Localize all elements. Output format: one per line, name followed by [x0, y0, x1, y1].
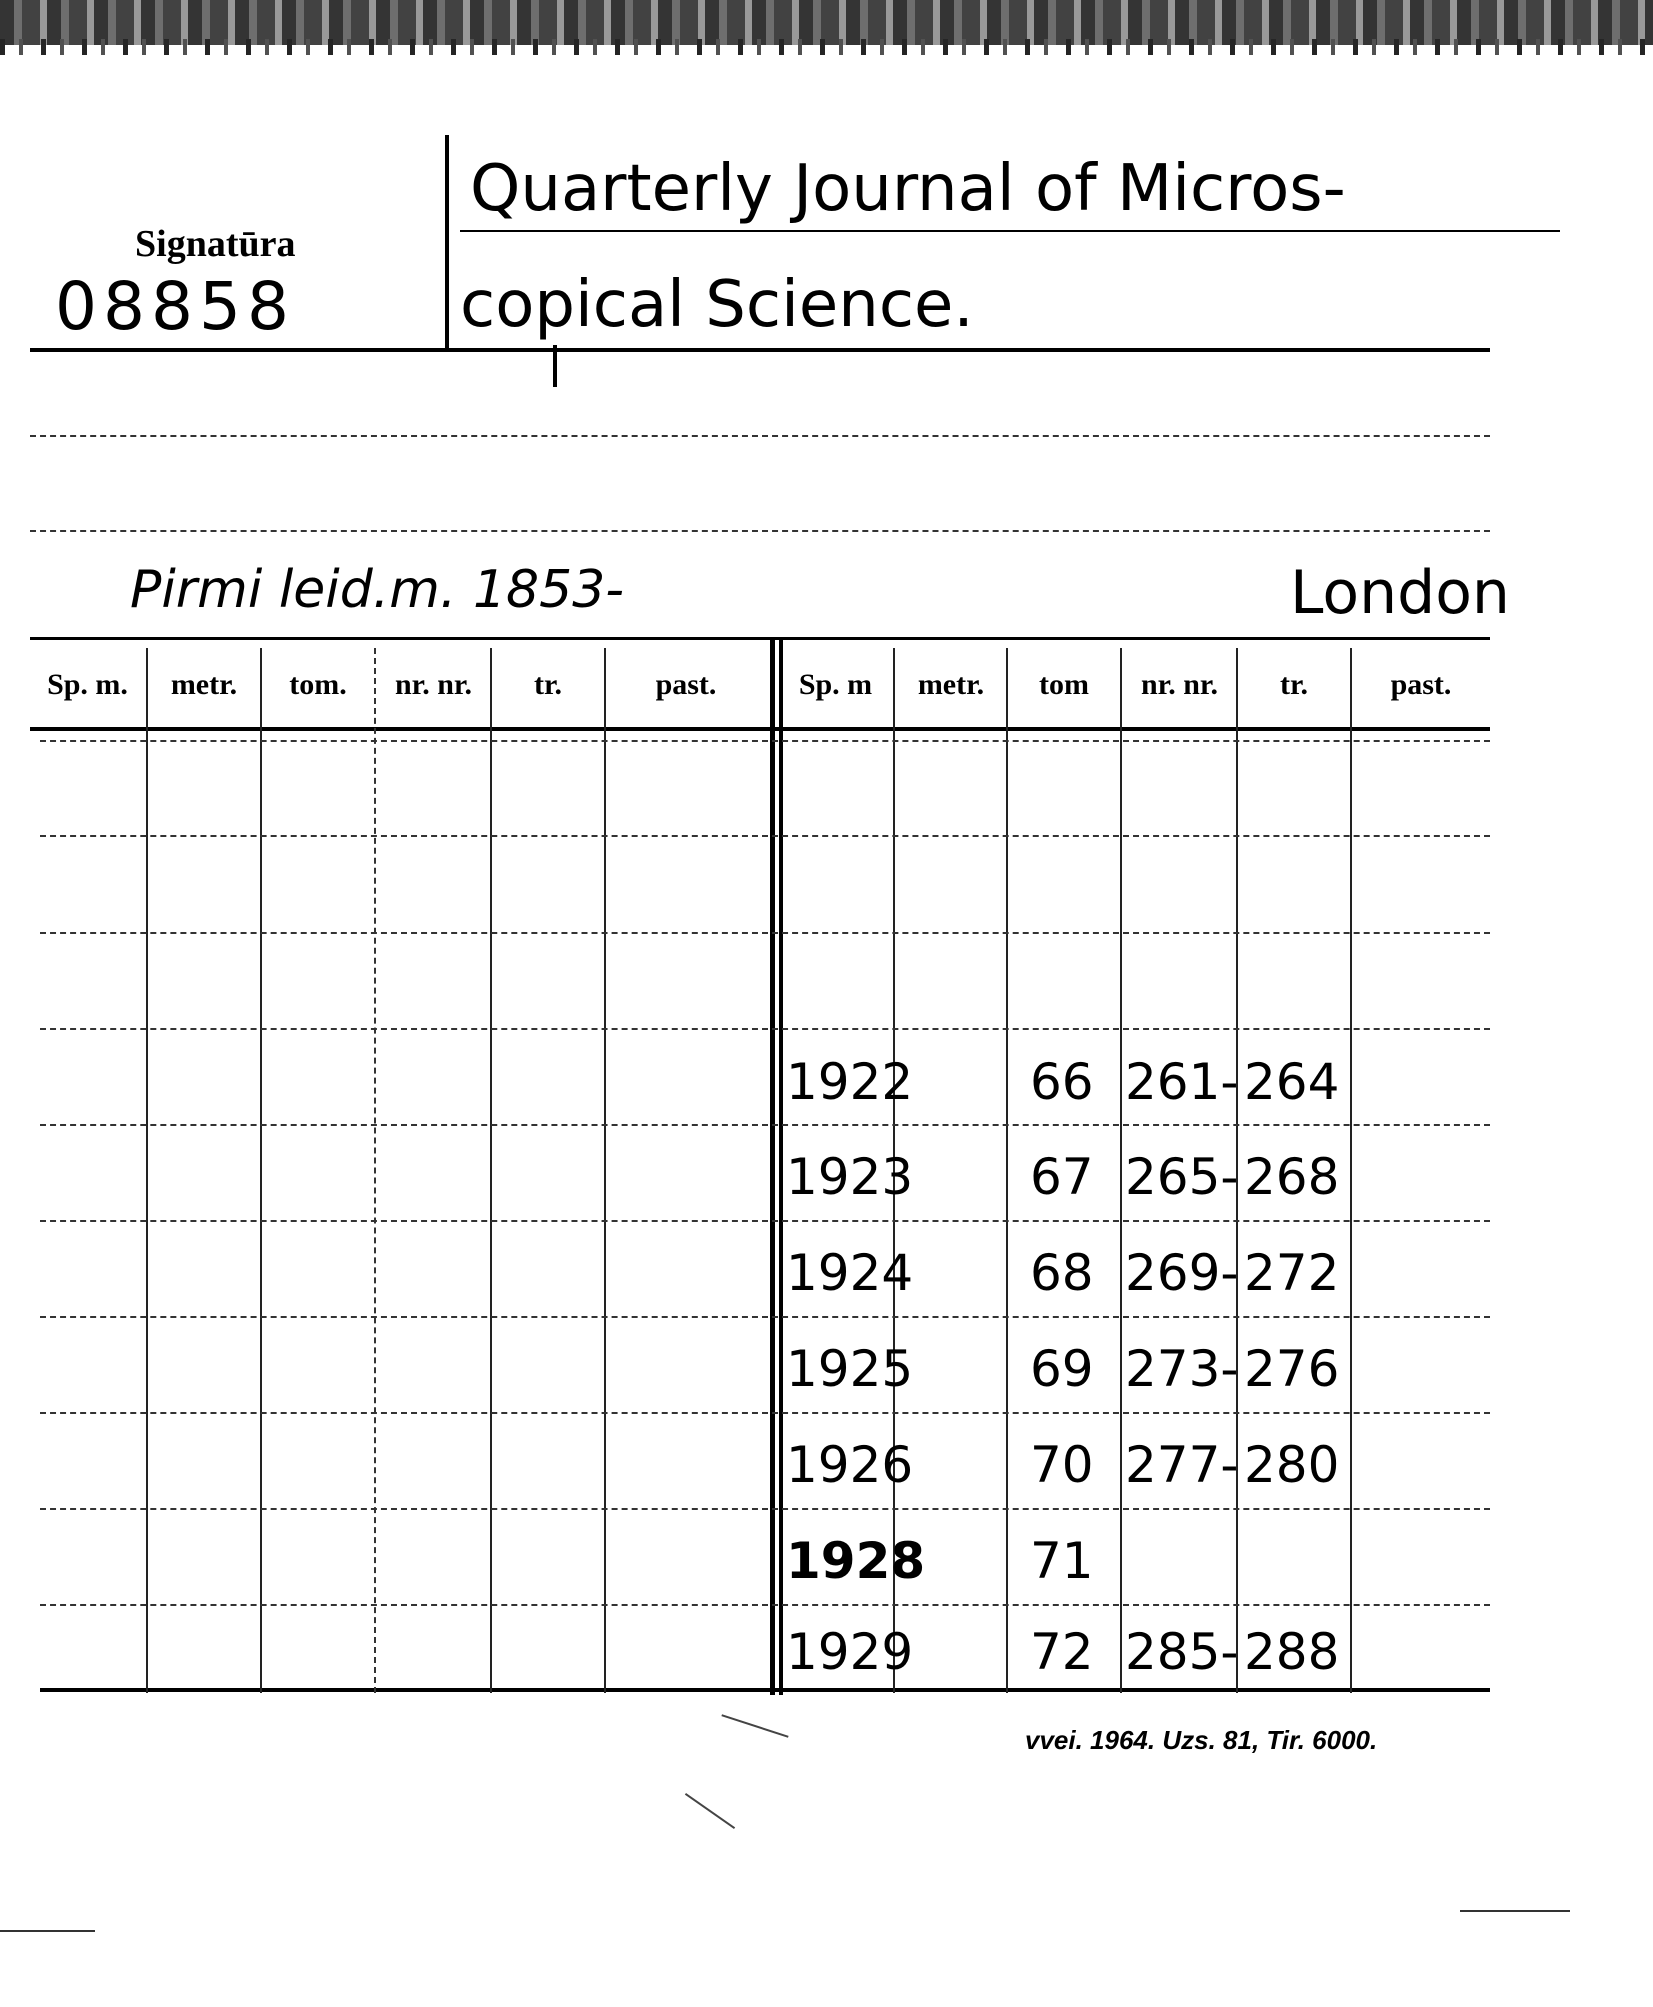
row-line	[40, 932, 1490, 934]
title-line1-rule	[460, 230, 1560, 232]
row-year: 1926	[786, 1436, 914, 1494]
print-info: vvei. 1964. Uzs. 81, Tir. 6000.	[1025, 1725, 1378, 1755]
row-nr-to: 288	[1244, 1623, 1340, 1681]
place-of-publication: London	[1290, 558, 1510, 628]
row-nr-from: 269-	[1125, 1244, 1239, 1302]
row-nr-from: 261-	[1125, 1053, 1239, 1111]
header-right-sp-m: Sp. m	[798, 668, 873, 701]
row-year: 1928	[786, 1532, 926, 1590]
col-line	[374, 648, 376, 1693]
header-right-tr: tr.	[1279, 668, 1309, 701]
col-line	[1006, 648, 1008, 1693]
header-right-tom: tom	[1039, 668, 1089, 701]
header-bottom-rule	[30, 727, 1490, 731]
header-left-sp-m: Sp. m.	[47, 668, 128, 701]
col-line	[490, 648, 492, 1693]
row-line	[40, 1124, 1490, 1126]
header-left-nr-nr: nr. nr.	[395, 668, 472, 701]
row-tom: 70	[1030, 1436, 1094, 1494]
header-left-past: past.	[655, 668, 717, 701]
journal-title-line1: Quarterly Journal of Micros-	[470, 152, 1346, 226]
row-line	[40, 1316, 1490, 1318]
row-tom: 69	[1030, 1340, 1094, 1398]
header-right-nr-nr: nr. nr.	[1141, 668, 1218, 701]
scan-mark	[721, 1714, 788, 1738]
row-year: 1924	[786, 1244, 914, 1302]
row-tom: 68	[1030, 1244, 1094, 1302]
scan-mark	[685, 1793, 735, 1829]
scan-mark	[0, 1930, 95, 1932]
table-bottom-rule	[40, 1688, 1490, 1692]
row-tom: 66	[1030, 1053, 1094, 1111]
header-right-past: past.	[1390, 668, 1452, 701]
scan-mark	[1460, 1910, 1570, 1912]
first-issue-note: Pirmi leid.m. 1853-	[130, 560, 625, 620]
signatura-value: 08858	[55, 268, 295, 345]
title-tick	[553, 345, 557, 387]
row-line	[40, 1508, 1490, 1510]
col-line	[1350, 648, 1352, 1693]
row-nr-from: 285-	[1125, 1623, 1239, 1681]
row-tom: 71	[1030, 1532, 1094, 1590]
header-left-tom: tom.	[289, 668, 347, 701]
row-year: 1922	[786, 1053, 914, 1111]
row-year: 1923	[786, 1148, 914, 1206]
center-double-line	[770, 640, 775, 1695]
row-nr-from: 273-	[1125, 1340, 1239, 1398]
row-nr-to: 268	[1244, 1148, 1340, 1206]
header-right-metr: metr.	[917, 668, 985, 701]
row-year: 1925	[786, 1340, 914, 1398]
col-line	[604, 648, 606, 1693]
row-nr-to: 280	[1244, 1436, 1340, 1494]
row-nr-to: 276	[1244, 1340, 1340, 1398]
row-nr-from: 265-	[1125, 1148, 1239, 1206]
row-line	[40, 1028, 1490, 1030]
row-line	[40, 1604, 1490, 1606]
center-double-line	[779, 640, 783, 1695]
col-line	[1120, 648, 1122, 1693]
row-year: 1929	[786, 1623, 914, 1681]
row-nr-to: 264	[1244, 1053, 1340, 1111]
signatura-underline	[30, 348, 1490, 352]
row-line	[40, 1412, 1490, 1414]
signatura-label: Signatūra	[135, 223, 296, 265]
row-tom: 67	[1030, 1148, 1094, 1206]
torn-top-edge	[0, 0, 1653, 45]
header-left-tr: tr.	[533, 668, 563, 701]
row-tom: 72	[1030, 1623, 1094, 1681]
col-line	[260, 648, 262, 1693]
col-line	[146, 648, 148, 1693]
row-nr-from: 277-	[1125, 1436, 1239, 1494]
row-nr-to: 272	[1244, 1244, 1340, 1302]
header-left-metr: metr.	[170, 668, 238, 701]
info-rule-2	[30, 530, 1490, 532]
row-line	[40, 835, 1490, 837]
info-rule-1	[30, 435, 1490, 437]
journal-title-line2: copical Science.	[460, 268, 974, 342]
row-line	[40, 740, 1490, 742]
title-divider	[445, 135, 449, 350]
row-line	[40, 1220, 1490, 1222]
table-top-rule	[30, 637, 1490, 640]
